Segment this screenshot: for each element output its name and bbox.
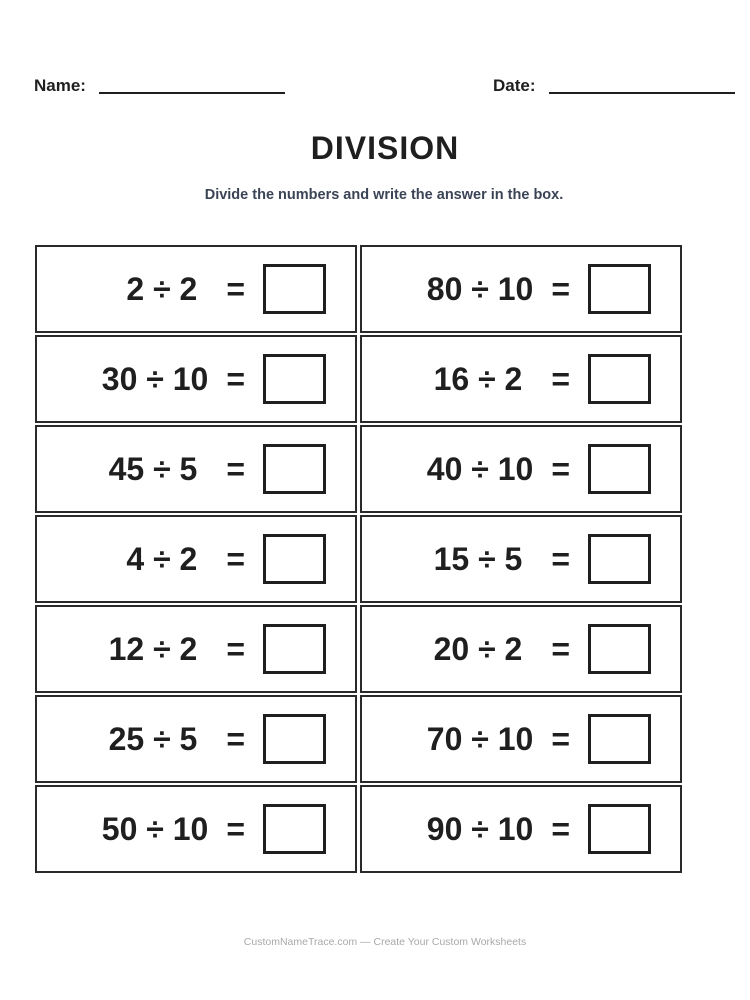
problem-expression: 12 ÷ 2: [108, 631, 198, 667]
date-field[interactable]: [493, 76, 735, 96]
problem-cell: [35, 245, 357, 333]
equals-sign: =: [226, 811, 245, 847]
problem-expression: 4 ÷ 2: [126, 541, 198, 577]
problem-cell: [360, 425, 682, 513]
equals-sign: =: [551, 631, 570, 667]
equals-sign: =: [226, 451, 245, 487]
problem-expression: 90 ÷ 10: [426, 811, 534, 847]
problem-cell: [35, 335, 357, 423]
problem-cell: [35, 425, 357, 513]
answer-box[interactable]: [263, 714, 326, 764]
answer-box[interactable]: [588, 804, 651, 854]
equals-sign: =: [226, 721, 245, 757]
answer-box[interactable]: [588, 264, 651, 314]
problem-expression: 70 ÷ 10: [426, 721, 534, 757]
instructions: Divide the numbers and write the answer in the box.: [204, 187, 564, 203]
answer-box[interactable]: [263, 264, 326, 314]
answer-box[interactable]: [588, 534, 651, 584]
problem-expression: 2 ÷ 2: [126, 271, 198, 307]
problem-cell: [35, 695, 357, 783]
answer-box[interactable]: [588, 624, 651, 674]
equals-sign: =: [551, 721, 570, 757]
date-label: Date:: [493, 76, 536, 95]
problem-expression: 25 ÷ 5: [108, 721, 198, 757]
equals-sign: =: [551, 541, 570, 577]
problem-expression: 80 ÷ 10: [426, 271, 534, 307]
problem-cell: [360, 785, 682, 873]
problem-expression: 20 ÷ 2: [433, 631, 523, 667]
problem-cell: [360, 605, 682, 693]
answer-box[interactable]: [588, 714, 651, 764]
equals-sign: =: [226, 631, 245, 667]
answer-box[interactable]: [588, 354, 651, 404]
name-line[interactable]: [99, 91, 285, 94]
answer-box[interactable]: [263, 804, 326, 854]
equals-sign: =: [551, 811, 570, 847]
problem-expression: 30 ÷ 10: [101, 361, 209, 397]
page-title: DIVISION: [310, 130, 460, 166]
problem-cell: [35, 515, 357, 603]
problem-expression: 15 ÷ 5: [433, 541, 523, 577]
equals-sign: =: [551, 451, 570, 487]
problem-expression: 16 ÷ 2: [433, 361, 523, 397]
equals-sign: =: [226, 541, 245, 577]
footer-credit: CustomNameTrace.com — Create Your Custom Worksheets: [243, 936, 527, 948]
problem-expression: 50 ÷ 10: [101, 811, 209, 847]
problem-expression: 40 ÷ 10: [426, 451, 534, 487]
problem-cell: [35, 605, 357, 693]
equals-sign: =: [551, 271, 570, 307]
name-label: Name:: [34, 76, 86, 95]
problem-cell: [360, 245, 682, 333]
equals-sign: =: [226, 361, 245, 397]
equals-sign: =: [226, 271, 245, 307]
name-field[interactable]: [34, 76, 285, 96]
answer-box[interactable]: [263, 624, 326, 674]
answer-box[interactable]: [263, 534, 326, 584]
answer-box[interactable]: [588, 444, 651, 494]
answer-box[interactable]: [263, 444, 326, 494]
problem-cell: [360, 695, 682, 783]
problem-cell: [360, 515, 682, 603]
problem-expression: 45 ÷ 5: [108, 451, 198, 487]
date-line[interactable]: [549, 91, 735, 94]
problem-cell: [360, 335, 682, 423]
answer-box[interactable]: [263, 354, 326, 404]
equals-sign: =: [551, 361, 570, 397]
problem-grid: [35, 245, 682, 873]
problem-cell: [35, 785, 357, 873]
